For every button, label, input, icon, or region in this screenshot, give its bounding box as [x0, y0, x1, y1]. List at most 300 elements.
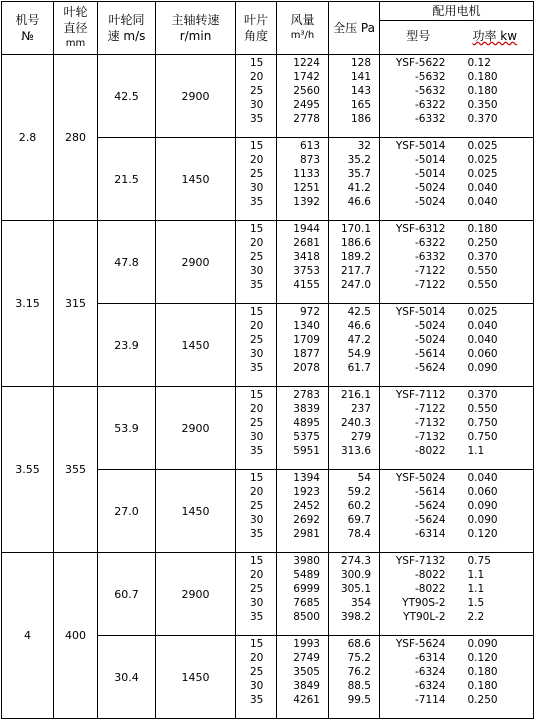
- blade-angle-value: 35: [250, 113, 264, 125]
- header-label: 风量: [290, 13, 315, 27]
- air-flow-value: 2681: [293, 237, 320, 249]
- motor-power-value: 0.060: [467, 348, 498, 360]
- total-pressure-value: 354: [350, 597, 371, 609]
- total-pressure-value: 59.2: [347, 486, 371, 498]
- air-flow: [277, 387, 329, 470]
- motor-power: [448, 304, 534, 375]
- total-pressure: [329, 636, 380, 719]
- blade-angle-value: 35: [250, 279, 264, 291]
- total-pressure-value: 69.7: [347, 514, 371, 526]
- shaft-speed: 1450: [156, 636, 236, 719]
- motor-power-value: 0.025: [467, 140, 498, 152]
- shaft-speed: 1450: [156, 138, 236, 221]
- motor-model-value: YSF-5014: [395, 306, 446, 318]
- blade-angle-value: 20: [250, 237, 264, 249]
- shaft-speed: 2900: [156, 387, 236, 470]
- motor-model-value: -6314: [414, 528, 446, 540]
- motor-model: [380, 138, 448, 209]
- header-machine-number: [2, 2, 54, 55]
- impeller-diameter: 280: [54, 55, 98, 221]
- motor-model-value: -6322: [414, 99, 446, 111]
- header-label: 主轴转速: [171, 13, 220, 27]
- table-row: [2, 221, 534, 304]
- total-pressure-value: 274.3: [340, 555, 371, 567]
- total-pressure-value: 88.5: [347, 680, 371, 692]
- total-pressure: [329, 55, 380, 138]
- motor-cell: [380, 138, 534, 221]
- total-pressure-value: 35.7: [347, 168, 371, 180]
- total-pressure-value: 247.0: [340, 279, 371, 291]
- air-flow-value: 4261: [293, 694, 320, 706]
- tip-speed: 60.7: [98, 553, 156, 636]
- blade-angle-value: 35: [250, 611, 264, 623]
- header-motor: [380, 2, 534, 55]
- air-flow-value: 3753: [293, 265, 320, 277]
- header-label: 叶轮同: [108, 13, 145, 27]
- motor-power-value: 0.180: [467, 680, 498, 692]
- impeller-diameter: 400: [54, 553, 98, 719]
- blade-angle-value: 25: [250, 417, 264, 429]
- total-pressure-value: 217.7: [340, 265, 371, 277]
- header-row: [2, 2, 534, 55]
- motor-power: [448, 221, 534, 292]
- motor-model-value: YSF-5024: [395, 472, 446, 484]
- motor-model-value: -5014: [414, 168, 446, 180]
- air-flow-value: 1993: [293, 638, 320, 650]
- total-pressure-value: 75.2: [347, 652, 371, 664]
- air-flow-value: 2495: [293, 99, 320, 111]
- header-tip-speed: [98, 2, 156, 55]
- motor-model-value: -5624: [414, 362, 446, 374]
- motor-power-value: 0.370: [467, 389, 498, 401]
- total-pressure-value: 216.1: [340, 389, 371, 401]
- blade-angle-value: 25: [250, 334, 264, 346]
- blade-angle-value: 20: [250, 71, 264, 83]
- air-flow-value: 2452: [293, 500, 320, 512]
- motor-model-value: -6314: [414, 652, 446, 664]
- air-flow-value: 3505: [293, 666, 320, 678]
- motor-model: [380, 387, 448, 458]
- machine-number: 3.55: [2, 387, 54, 553]
- motor-cell: [380, 387, 534, 470]
- motor-model-value: -5024: [414, 320, 446, 332]
- motor-model-value: -5024: [414, 334, 446, 346]
- motor-power-value: 0.120: [467, 528, 498, 540]
- blade-angle-value: 15: [250, 140, 264, 152]
- blade-angle-value: 25: [250, 500, 264, 512]
- air-flow-value: 3980: [293, 555, 320, 567]
- header-motor-power: 功率 kw: [472, 29, 518, 43]
- air-flow: [277, 221, 329, 304]
- total-pressure-value: 54: [357, 472, 371, 484]
- motor-power-value: 0.12: [467, 57, 491, 69]
- air-flow-value: 5951: [293, 445, 320, 457]
- total-pressure-value: 46.6: [347, 196, 371, 208]
- blade-angle-value: 30: [250, 99, 264, 111]
- impeller-diameter: 315: [54, 221, 98, 387]
- motor-model-value: -6332: [414, 251, 446, 263]
- air-flow: [277, 138, 329, 221]
- shaft-speed: 1450: [156, 470, 236, 553]
- blade-angle: [236, 387, 277, 470]
- motor-model-value: -5624: [414, 500, 446, 512]
- motor-power-value: 0.180: [467, 85, 498, 97]
- header-label: 直径: [63, 21, 88, 35]
- motor-model-value: -8022: [414, 569, 446, 581]
- total-pressure-value: 300.9: [340, 569, 371, 581]
- air-flow-value: 2749: [293, 652, 320, 664]
- blade-angle-value: 15: [250, 472, 264, 484]
- total-pressure: [329, 553, 380, 636]
- total-pressure: [329, 304, 380, 387]
- shaft-speed: 2900: [156, 55, 236, 138]
- total-pressure-value: 141: [350, 71, 371, 83]
- blade-angle-value: 30: [250, 182, 264, 194]
- header-impeller-diameter: [54, 2, 98, 55]
- header-air-flow: [277, 2, 329, 55]
- total-pressure: [329, 138, 380, 221]
- air-flow-value: 1133: [293, 168, 320, 180]
- total-pressure-value: 313.6: [340, 445, 371, 457]
- blade-angle-value: 20: [250, 652, 264, 664]
- motor-model-value: -5614: [414, 486, 446, 498]
- motor-cell: [380, 470, 534, 553]
- air-flow-value: 5489: [293, 569, 320, 581]
- machine-number: 2.8: [2, 55, 54, 221]
- motor-model: [380, 55, 448, 126]
- header-motor-model: 型号: [406, 29, 431, 43]
- motor-power-value: 1.5: [467, 597, 485, 609]
- motor-model-value: YSF-5622: [395, 57, 446, 69]
- header-shaft-speed: [156, 2, 236, 55]
- blade-angle: [236, 553, 277, 636]
- total-pressure-value: 42.5: [347, 306, 371, 318]
- air-flow-value: 6999: [293, 583, 320, 595]
- air-flow-value: 972: [299, 306, 320, 318]
- impeller-diameter: 355: [54, 387, 98, 553]
- motor-power-value: 0.370: [467, 251, 498, 263]
- blade-angle-value: 15: [250, 223, 264, 235]
- motor-model-value: -5024: [414, 196, 446, 208]
- motor-power-value: 0.040: [467, 334, 498, 346]
- motor-model: [380, 304, 448, 375]
- motor-power-value: 0.040: [467, 320, 498, 332]
- total-pressure: [329, 470, 380, 553]
- motor-power-value: 0.090: [467, 500, 498, 512]
- tip-speed: 30.4: [98, 636, 156, 719]
- total-pressure-value: 128: [350, 57, 371, 69]
- motor-model-value: YSF-7112: [395, 389, 446, 401]
- header-label: 叶片: [243, 13, 268, 27]
- blade-angle-value: 30: [250, 680, 264, 692]
- total-pressure-value: 46.6: [347, 320, 371, 332]
- air-flow-value: 3849: [293, 680, 320, 692]
- table-row: [2, 553, 534, 636]
- header-label: 全压 Pa: [333, 21, 375, 35]
- blade-angle-value: 35: [250, 528, 264, 540]
- motor-model-value: -6322: [414, 237, 446, 249]
- motor-power-value: 0.750: [467, 431, 498, 443]
- total-pressure-value: 143: [350, 85, 371, 97]
- blade-angle-value: 35: [250, 362, 264, 374]
- air-flow: [277, 304, 329, 387]
- motor-power-value: 0.180: [467, 71, 498, 83]
- motor-model: [380, 636, 448, 707]
- total-pressure-value: 279: [350, 431, 371, 443]
- motor-power: [448, 470, 534, 541]
- air-flow: [277, 553, 329, 636]
- blade-angle-value: 20: [250, 569, 264, 581]
- motor-model-value: -6324: [414, 666, 446, 678]
- total-pressure-value: 41.2: [347, 182, 371, 194]
- air-flow-value: 1251: [293, 182, 320, 194]
- air-flow-value: 1340: [293, 320, 320, 332]
- header-label: 角度: [243, 29, 268, 43]
- header-unit: m³/h: [290, 30, 315, 41]
- blade-angle-value: 25: [250, 85, 264, 97]
- blade-angle-value: 35: [250, 445, 264, 457]
- motor-model-value: -5632: [414, 71, 446, 83]
- motor-power-value: 0.040: [467, 196, 498, 208]
- motor-model-value: YT90S-2: [402, 597, 446, 609]
- tip-speed: 27.0: [98, 470, 156, 553]
- motor-power-value: 0.060: [467, 486, 498, 498]
- motor-model: [380, 221, 448, 292]
- air-flow: [277, 636, 329, 719]
- total-pressure-value: 398.2: [340, 611, 371, 623]
- motor-power-value: 0.090: [467, 638, 498, 650]
- blade-angle-value: 15: [250, 638, 264, 650]
- motor-model-value: YSF-5624: [395, 638, 446, 650]
- motor-model-value: -5614: [414, 348, 446, 360]
- motor-power-value: 0.025: [467, 154, 498, 166]
- blade-angle-value: 30: [250, 514, 264, 526]
- motor-model-value: -7122: [414, 403, 446, 415]
- air-flow-value: 2783: [293, 389, 320, 401]
- total-pressure-value: 61.7: [347, 362, 371, 374]
- tip-speed: 47.8: [98, 221, 156, 304]
- air-flow-value: 1224: [293, 57, 320, 69]
- header-unit: 速 m/s: [107, 29, 146, 43]
- machine-number: 4: [2, 553, 54, 719]
- motor-power-value: 0.025: [467, 168, 498, 180]
- motor-power-value: 0.250: [467, 694, 498, 706]
- motor-model-value: -8022: [414, 445, 446, 457]
- air-flow-value: 2078: [293, 362, 320, 374]
- blade-angle-value: 35: [250, 196, 264, 208]
- motor-model: [380, 470, 448, 541]
- air-flow-value: 7685: [293, 597, 320, 609]
- shaft-speed: 1450: [156, 304, 236, 387]
- motor-power-value: 1.1: [467, 583, 485, 595]
- motor-power-value: 0.550: [467, 279, 498, 291]
- total-pressure-value: 76.2: [347, 666, 371, 678]
- motor-cell: [380, 636, 534, 719]
- total-pressure: [329, 387, 380, 470]
- blade-angle-value: 25: [250, 583, 264, 595]
- motor-power-value: 0.040: [467, 472, 498, 484]
- motor-power-value: 0.090: [467, 514, 498, 526]
- total-pressure-value: 78.4: [347, 528, 371, 540]
- motor-power-value: 0.250: [467, 237, 498, 249]
- blade-angle-value: 20: [250, 320, 264, 332]
- tip-speed: 42.5: [98, 55, 156, 138]
- blade-angle-value: 25: [250, 168, 264, 180]
- motor-model-value: -5624: [414, 514, 446, 526]
- air-flow-value: 3418: [293, 251, 320, 263]
- motor-power-value: 0.370: [467, 113, 498, 125]
- air-flow-value: 1394: [293, 472, 320, 484]
- machine-number: 3.15: [2, 221, 54, 387]
- air-flow-value: 1923: [293, 486, 320, 498]
- blade-angle-value: 30: [250, 431, 264, 443]
- air-flow-value: 2692: [293, 514, 320, 526]
- blade-angle-value: 15: [250, 555, 264, 567]
- fan-spec-table: [1, 1, 534, 719]
- motor-power-value: 0.350: [467, 99, 498, 111]
- blade-angle-value: 20: [250, 403, 264, 415]
- motor-cell: [380, 221, 534, 304]
- table-row: [2, 55, 534, 138]
- total-pressure-value: 32: [357, 140, 371, 152]
- total-pressure-value: 186: [350, 113, 371, 125]
- air-flow-value: 4895: [293, 417, 320, 429]
- air-flow-value: 1742: [293, 71, 320, 83]
- motor-model-value: YSF-5014: [395, 140, 446, 152]
- motor-model-value: -5024: [414, 182, 446, 194]
- header-label: 叶轮: [63, 5, 88, 19]
- motor-power-value: 1.1: [467, 445, 485, 457]
- blade-angle: [236, 55, 277, 138]
- motor-power: [448, 55, 534, 126]
- air-flow: [277, 55, 329, 138]
- air-flow-value: 3839: [293, 403, 320, 415]
- total-pressure-value: 237: [350, 403, 371, 415]
- total-pressure-value: 99.5: [347, 694, 371, 706]
- motor-model-value: -6332: [414, 113, 446, 125]
- motor-model-value: -7122: [414, 265, 446, 277]
- motor-model-value: -7114: [414, 694, 446, 706]
- blade-angle: [236, 636, 277, 719]
- total-pressure-value: 240.3: [340, 417, 371, 429]
- blade-angle-value: 25: [250, 251, 264, 263]
- motor-power-value: 0.750: [467, 417, 498, 429]
- motor-model-value: YSF-6312: [395, 223, 446, 235]
- tip-speed: 23.9: [98, 304, 156, 387]
- shaft-speed: 2900: [156, 553, 236, 636]
- blade-angle: [236, 138, 277, 221]
- motor-power-value: 0.040: [467, 182, 498, 194]
- air-flow-value: 1392: [293, 196, 320, 208]
- total-pressure-value: 47.2: [347, 334, 371, 346]
- motor-power-value: 0.180: [467, 666, 498, 678]
- motor-power: [448, 636, 534, 707]
- air-flow: [277, 470, 329, 553]
- blade-angle: [236, 304, 277, 387]
- total-pressure: [329, 221, 380, 304]
- total-pressure-value: 35.2: [347, 154, 371, 166]
- header-blade-angle: [236, 2, 277, 55]
- blade-angle-value: 15: [250, 306, 264, 318]
- motor-model-value: YSF-7132: [395, 555, 446, 567]
- header-total-pressure: [329, 2, 380, 55]
- total-pressure-value: 170.1: [340, 223, 371, 235]
- motor-cell: [380, 55, 534, 138]
- total-pressure-value: 189.2: [340, 251, 371, 263]
- motor-cell: [380, 553, 534, 636]
- blade-angle: [236, 221, 277, 304]
- total-pressure-value: 54.9: [347, 348, 371, 360]
- motor-power-value: 1.1: [467, 569, 485, 581]
- header-motor-title: 配用电机: [380, 2, 533, 21]
- motor-model-value: -6324: [414, 680, 446, 692]
- air-flow-value: 1944: [293, 223, 320, 235]
- blade-angle-value: 20: [250, 486, 264, 498]
- total-pressure-value: 68.6: [347, 638, 371, 650]
- air-flow-value: 1709: [293, 334, 320, 346]
- blade-angle-value: 30: [250, 265, 264, 277]
- header-label: №: [21, 29, 34, 43]
- motor-power: [448, 138, 534, 209]
- air-flow-value: 2981: [293, 528, 320, 540]
- total-pressure-value: 165: [350, 99, 371, 111]
- motor-power-value: 0.550: [467, 403, 498, 415]
- blade-angle-value: 20: [250, 154, 264, 166]
- motor-model-value: -8022: [414, 583, 446, 595]
- air-flow-value: 4155: [293, 279, 320, 291]
- motor-model: [380, 553, 448, 624]
- motor-model-value: -7122: [414, 279, 446, 291]
- header-label: 机号: [15, 13, 40, 27]
- blade-angle: [236, 470, 277, 553]
- air-flow-value: 1877: [293, 348, 320, 360]
- total-pressure-value: 60.2: [347, 500, 371, 512]
- motor-cell: [380, 304, 534, 387]
- motor-model-value: -7132: [414, 417, 446, 429]
- header-unit: r/min: [179, 29, 212, 43]
- blade-angle-value: 30: [250, 348, 264, 360]
- blade-angle-value: 15: [250, 389, 264, 401]
- motor-power-value: 0.120: [467, 652, 498, 664]
- motor-power-value: 0.025: [467, 306, 498, 318]
- motor-model-value: YT90L-2: [403, 611, 446, 623]
- motor-power: [448, 553, 534, 624]
- motor-model-value: -5632: [414, 85, 446, 97]
- air-flow-value: 613: [299, 140, 320, 152]
- air-flow-value: 2560: [293, 85, 320, 97]
- motor-power: [448, 387, 534, 458]
- blade-angle-value: 35: [250, 694, 264, 706]
- motor-power-value: 0.180: [467, 223, 498, 235]
- air-flow-value: 2778: [293, 113, 320, 125]
- motor-power-value: 0.550: [467, 265, 498, 277]
- total-pressure-value: 305.1: [340, 583, 371, 595]
- motor-model-value: -5014: [414, 154, 446, 166]
- blade-angle-value: 30: [250, 597, 264, 609]
- tip-speed: 53.9: [98, 387, 156, 470]
- motor-power-value: 0.75: [467, 555, 491, 567]
- tip-speed: 21.5: [98, 138, 156, 221]
- motor-power-value: 0.090: [467, 362, 498, 374]
- air-flow-value: 873: [299, 154, 320, 166]
- air-flow-value: 8500: [293, 611, 320, 623]
- shaft-speed: 2900: [156, 221, 236, 304]
- motor-power-value: 2.2: [467, 611, 485, 623]
- total-pressure-value: 186.6: [340, 237, 371, 249]
- air-flow-value: 5375: [293, 431, 320, 443]
- blade-angle-value: 15: [250, 57, 264, 69]
- motor-model-value: -7132: [414, 431, 446, 443]
